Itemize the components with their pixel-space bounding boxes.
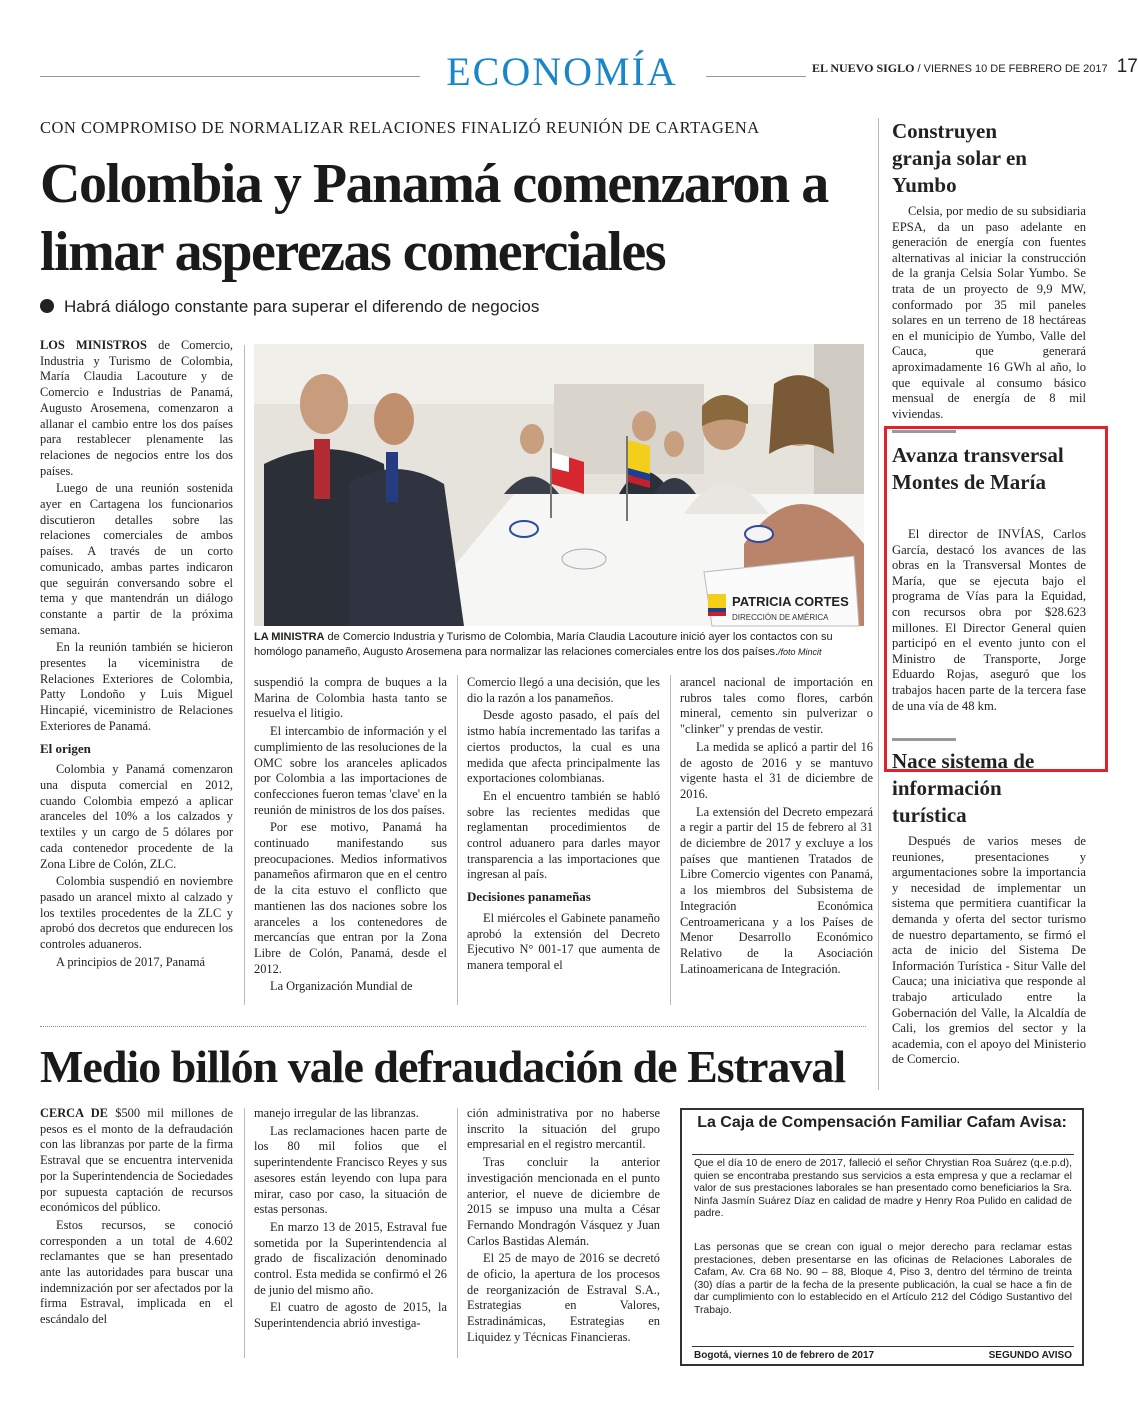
second-article-column-1 xyxy=(40,1106,233,1366)
header-rule-left xyxy=(40,76,420,77)
paragraph: El director de INVÍAS, Carlos García, destacó los avances de las obras en la Transversal Montes de María, que se ejecuta bajo el programa de Vías para la Equidad, con recursos obra por $28.623 millones. El Director General quien participó en el evento junto con el Ministro de Transporte, Jorge Eduardo Rojas, aseguró que los trabajos hacen parte de la tercera fase de una vía de 48 km. xyxy=(892,527,1086,713)
lead-in: LOS MINISTROS xyxy=(40,338,147,352)
paragraph: A principios de 2017, Panamá xyxy=(56,954,206,969)
notice-rule xyxy=(692,1346,1074,1347)
lead-in: CERCA DE xyxy=(40,1106,108,1120)
notice-date: Bogotá, viernes 10 de febrero de 2017 xyxy=(694,1350,875,1361)
article-column-4 xyxy=(680,675,873,1007)
masthead xyxy=(812,56,1138,78)
caption-lead: LA MINISTRA xyxy=(254,631,325,643)
paragraph: En la reunión también se hicieron presentes la viceministra de Relaciones Exteriores de Colombia, Patty Londoño y Luis Miguel Hincapié, viceministro de Relaciones Exteriores de Panamá. xyxy=(40,640,233,733)
paragraph: Comercio llegó a una decisión, que les dio la razón a los panameños. xyxy=(467,675,660,705)
article-column-3 xyxy=(467,675,660,1007)
column-divider xyxy=(244,345,245,1005)
paper-name: EL NUEVO SIGLO xyxy=(812,61,915,75)
paragraph: suspendió la compra de buques a la Marina de Colombia hasta tanto se resuelva el litigio. xyxy=(254,675,447,721)
paragraph: Luego de una reunión sostenida ayer en Cartagena los funcionarios discutieron detalles sobre las relaciones comerciales de ambos países. A través de un corto comunicado, ambas partes indicaron que seguirán conversando sobre el tema y que mantendrán un diálogo constante a partir de la próxima semana. xyxy=(40,481,233,637)
paragraph: El miércoles el Gabinete panameño aprobó la extensión del Decreto Ejecutivo N° 001-17 que aumenta de manera temporal el xyxy=(467,910,660,972)
column-divider xyxy=(244,1108,245,1358)
paragraph xyxy=(40,1106,233,1216)
paragraph: Estos recursos, se conoció corresponden a un total de 4.602 reclamantes que se han presentado ante las autoridades para buscar una indemnización por ser afectados por la firma Estraval, implicada en el escándalo del xyxy=(40,1217,233,1327)
paragraph: manejo irregular de las libranzas. xyxy=(254,1106,419,1120)
photo-credit: /foto Mincit xyxy=(778,647,822,657)
article-column-2 xyxy=(254,675,447,1007)
photo-caption xyxy=(254,630,864,660)
sidebar-divider xyxy=(878,118,879,1090)
paragraph: arancel nacional de importación en rubros tales como flores, carbón mineral, cemento sin pulverizar o "clinker" y prendas de vestir. xyxy=(680,675,873,737)
subhead-text: Habrá diálogo constante para superar el diferendo de negocios xyxy=(64,297,540,316)
article-column-1 xyxy=(40,338,233,1006)
bullet-icon xyxy=(40,299,54,313)
sidebar-text-transversal xyxy=(892,527,1086,714)
header-rule-right xyxy=(706,76,806,77)
article-kicker: CON COMPROMISO DE NORMALIZAR RELACIONES FINALIZÓ REUNIÓN DE CARTAGENA xyxy=(40,118,760,137)
notice-label: SEGUNDO AVISO xyxy=(988,1350,1072,1361)
paragraph: En marzo 13 de 2015, Estraval fue sometida por la Superintendencia al grado de fiscalización denominado control. Esta medida se confirmó el 26 de junio del mismo año. xyxy=(254,1219,447,1297)
name-plate-text: PATRICIA CORTES xyxy=(732,594,849,609)
issue-date: / VIERNES 10 DE FEBRERO DE 2017 xyxy=(917,63,1108,75)
notice-paragraph-2: Las personas que se crean con igual o mejor derecho para reclamar estas prestaciones, deben presentarse en las oficinas de Relaciones Laborales de Cafam, Av. Cra 68 No. 90 – 88, Bloque 4, Piso 3, dentro del término de treinta (30) días a partir de la fecha de la presente publicación, la cual se hace a fin de dar cumplimiento con lo establecido en el Artículo 212 del Código Sustantivo del Trabajo. xyxy=(694,1242,1072,1316)
paragraph: Colombia y Panamá comenzaron una disputa comercial en 2012, cuando Colombia empezó a aplicar aranceles del 10% a los calzados y textiles y un cargo de 5 dólares por cada contenedor procedente de la Zona Libre de Colón, ZLC. xyxy=(40,762,233,871)
sidebar-text-turismo xyxy=(892,834,1086,1068)
meeting-photo-illustration xyxy=(254,344,864,626)
paragraph: ción administrativa por no haberse inscrito la situación del grupo empresarial en el registro mercantil. xyxy=(467,1106,660,1152)
sidebar-text-solar xyxy=(892,204,1086,422)
second-article-column-2 xyxy=(254,1106,447,1366)
section-title: ECONOMÍA xyxy=(446,49,678,94)
paragraph: La medida se aplicó a partir del 16 de agosto de 2016 y se mantuvo vigente hasta el 31 de diciembre de 2016. xyxy=(680,739,873,801)
sidebar-rule xyxy=(892,738,956,741)
paragraph: Por ese motivo, Panamá ha continuado manifestando sus preocupaciones. Medios informativos panameños afirmaron que en el centro de la cita estuvo el conflicto que mantienen las dos naciones sobre los aranceles a los contenedores de mercancías que entran por la Zona Libre de Colón, Panamá, desde el 2012. xyxy=(254,820,447,976)
second-article-column-3 xyxy=(467,1106,660,1366)
column-divider xyxy=(670,675,671,1005)
sidebar-title-transversal: Avanza transversal Montes de María xyxy=(892,443,1064,494)
paragraph-text: de Comercio, Industria y Turismo de Colombia, María Claudia Lacouture y de Comercio e Industrias de Panamá, Augusto Arosemena, comenzaron a allanar el cambio entre los dos países para restablecer plenamente las relaciones de negocios entre los dos países. xyxy=(40,338,233,478)
paragraph: Tras concluir la anterior investigación mencionada en el punto anterior, el nueve de diciembre de 2015 se impuso una multa a César Fernando Mondragón Vásquez y Juan Carlos Bastidas Alemán. xyxy=(467,1155,660,1248)
paragraph xyxy=(40,338,233,479)
cafam-notice xyxy=(680,1108,1084,1366)
paragraph: El 25 de mayo de 2016 se decretó de oficio, la apertura de los procesos de reorganización de Estraval S.A., Estrategias en Valores, Estradinámicas, Estrategias en Liquidez y Técnicas Financieras. xyxy=(467,1251,660,1344)
paragraph: Las reclamaciones hacen parte de los 80 mil folios que el superintendente Francisco Reyes y sus asesores están leyendo con lupa para mirar, caso por caso, la situación de estas personas. xyxy=(254,1123,447,1217)
paragraph: Después de varios meses de reuniones, presentaciones y argumentaciones sobre la importancia y necesidad de implementar un sistema que permitiera cuantificar la demanda y oferta del sector turismo de nuestro departamento, se firmó el acta de inicio del Sistema De Información Turística - Situr Valle del Cauca; una iniciativa que responde al trabajo articulado entre la Gobernación del Valle, la Alcaldía de Cali, los gremios del sector y la academia, con el apoyo del Ministerio de Comercio. xyxy=(892,834,1086,1067)
subheading-decisiones: Decisiones panameñas xyxy=(467,889,591,905)
paragraph: El cuatro de agosto de 2015, la Superintendencia abrió investiga- xyxy=(254,1300,447,1331)
second-article-headline: Medio billón vale defraudación de Estraval xyxy=(40,1041,846,1092)
column-divider xyxy=(457,1108,458,1358)
paragraph-text: $500 mil millones de pesos es el monto de la defraudación con las libranzas por parte de la firma Estraval que se encuentra intervenida por la Superintendencia de Sociedades por supuesta captación de recursos económicos del público. xyxy=(40,1106,233,1215)
column-divider xyxy=(457,675,458,1005)
paragraph: En el encuentro también se habló sobre las recientes medidas que reglamentan procedimientos de control aduanero para darles mayor transparencia a las importaciones que ingresan al país. xyxy=(467,788,660,882)
article-separator xyxy=(40,1026,866,1027)
paragraph: Celsia, por medio de su subsidiaria EPSA, da un paso adelante en generación de energía con fuentes alternativas al iniciar la construcción de la granja Celsia Solar Yumbo. Se trata de un proyecto de 9,9 MW, conformado por 35 mil paneles solares en un terreno de 18 hectáreas en el municipio de Yumbo, Valle del Cauca, que generará aproximadamente 16 GWh al año, lo que equivale al consumo básico mensual de energía de 8 mil viviendas. xyxy=(892,204,1086,421)
page-number: 17 xyxy=(1116,56,1138,77)
notice-footer xyxy=(694,1350,1072,1361)
sidebar-title-solar: Construyen granja solar en Yumbo xyxy=(892,119,1027,197)
article-subhead xyxy=(40,297,539,317)
notice-rule xyxy=(692,1154,1074,1155)
notice-title: La Caja de Compensación Familiar Cafam Avisa: xyxy=(697,1114,1067,1131)
caption-text: de Comercio Industria y Turismo de Colombia, María Claudia Lacouture inició ayer los contactos con su homólogo panameño, Augusto Arosemena para normalizar las relaciones comerciales entre los dos países. xyxy=(254,631,833,658)
name-plate-subtext: DIRECCIÓN DE AMÉRICA xyxy=(732,613,829,622)
paragraph: Desde agosto pasado, el país del istmo había incrementado las tarifas a ciertos productos, la cual es una medida que afecta principalmente las exportaciones colombianas. xyxy=(467,708,660,786)
article-headline: Colombia y Panamá comenzaron a limar asperezas comerciales xyxy=(40,153,828,283)
article-photo xyxy=(254,344,864,626)
subheading-origen: El origen xyxy=(40,740,91,756)
paragraph: La extensión del Decreto empezará a regir a partir del 15 de febrero al 31 de diciembre de 2017 y excluye a los países que mantienen Tratados de Libre Comercio vigentes con Panamá, a los miembros del Subsistema de Integración Económica Centroamericana y a los Países de Menor Desarrollo Económico Relativo de la Asociación Latinoamericana de Integración. xyxy=(680,804,873,976)
paragraph: La Organización Mundial de xyxy=(270,979,413,994)
sidebar-title-turismo: Nace sistema de información turística xyxy=(892,749,1035,827)
notice-paragraph-1: Que el día 10 de enero de 2017, falleció el señor Chrystian Roa Suárez (q.e.p.d), quien se encontraba prestando sus servicios a esta empresa y que a reclamar el valor de sus prestaciones laborales se han presentado como beneficiarios la Sra. Ninfa Jasmín Suárez Díaz en calidad de madre y Henry Roa Pulido en calidad de padre. xyxy=(694,1158,1072,1220)
paragraph: Colombia suspendió en noviembre pasado un arancel mixto al calzado y los textiles procedentes de la ZLC y aprobó dos decretos que endurecen los controles aduaneros. xyxy=(40,874,233,952)
paragraph: El intercambio de información y el cumplimiento de las resoluciones de la OMC sobre los aranceles aplicados por Colombia a las importaciones de confecciones fueron temas 'clave' en la reunión de ministros de los dos países. xyxy=(254,724,447,817)
